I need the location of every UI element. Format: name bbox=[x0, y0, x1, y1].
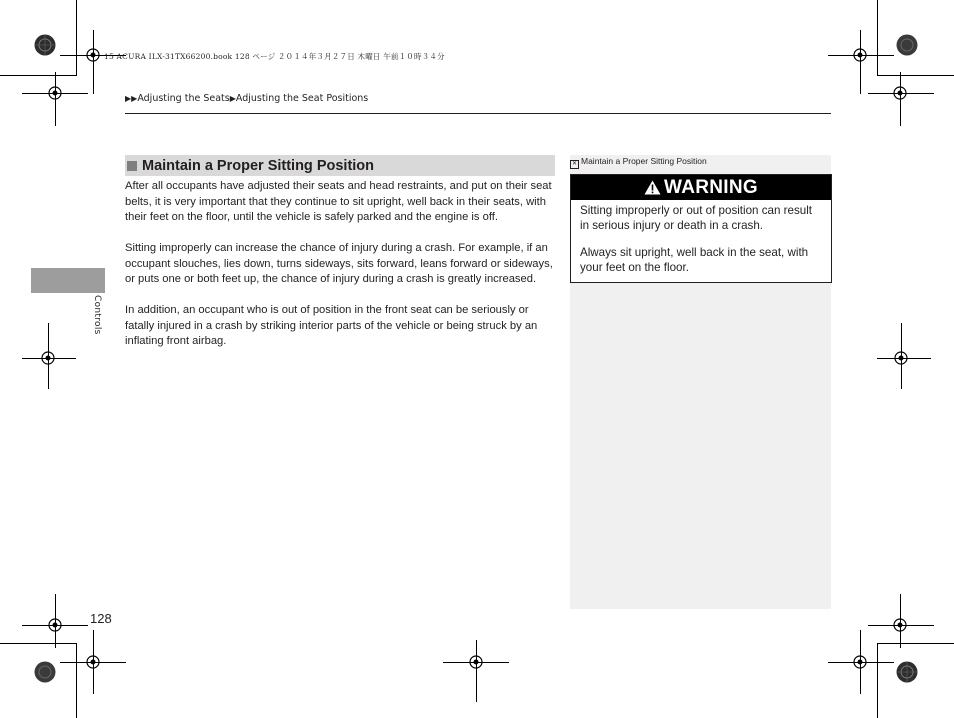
registration-mark-icon bbox=[43, 81, 67, 105]
body-paragraph: Sitting improperly can increase the chance of injury during a crash. For example, if an occupant slouches, lies down, turns sideways, sits forward, leans forward or sideways, or puts one or both feet up, the chance of injury during a crash is greatly increased. bbox=[125, 242, 553, 285]
color-target-icon bbox=[896, 661, 918, 683]
section-title: Maintain a Proper Sitting Position bbox=[142, 157, 375, 174]
color-target-icon bbox=[34, 661, 56, 683]
breadcrumb-item[interactable]: Adjusting the Seats bbox=[137, 93, 230, 104]
color-target-icon bbox=[896, 34, 918, 56]
crop-line bbox=[0, 75, 77, 76]
breadcrumb-arrow-icon: ▶ bbox=[125, 94, 132, 103]
registration-mark-icon bbox=[888, 613, 912, 637]
crop-line bbox=[877, 75, 954, 76]
warning-header bbox=[571, 175, 831, 200]
sidebar-reference[interactable] bbox=[570, 156, 707, 169]
body-paragraph: In addition, an occupant who is out of position in the front seat can be seriously or fatally injured in a crash by striking interior parts of the vehicle or being struck by an inflating front airbag. bbox=[125, 304, 538, 347]
body-paragraph: After all occupants have adjusted their seats and head restraints, and put on their seat belts, it is very important that they continue to sit upright, well back in their seats, with their feet on the floor, until the vehicle is safely parked and the engine is off. bbox=[125, 180, 552, 223]
breadcrumb-item[interactable]: Adjusting the Seat Positions bbox=[235, 93, 369, 104]
warning-box bbox=[570, 174, 832, 283]
warning-text bbox=[580, 203, 824, 287]
reference-icon: ✕ bbox=[571, 161, 578, 167]
crop-line bbox=[877, 0, 878, 75]
registration-mark-icon bbox=[81, 43, 105, 67]
registration-mark-icon bbox=[888, 81, 912, 105]
registration-mark-icon bbox=[36, 346, 60, 370]
warning-title: WARNING bbox=[664, 176, 758, 198]
warning-paragraph: Always sit upright, well back in the seat, with your feet on the floor. bbox=[580, 246, 809, 274]
chapter-tab[interactable] bbox=[31, 268, 105, 293]
registration-mark-icon bbox=[464, 650, 488, 674]
crop-line bbox=[76, 0, 77, 75]
section-body bbox=[125, 179, 555, 365]
breadcrumb-arrow-icon: ▶ bbox=[229, 94, 236, 103]
crop-line bbox=[76, 643, 77, 718]
registration-mark-icon bbox=[81, 650, 105, 674]
header-rule bbox=[125, 113, 831, 114]
sidebar-reference-label: Maintain a Proper Sitting Position bbox=[581, 156, 707, 166]
chapter-tab-label: Controls bbox=[92, 295, 102, 335]
breadcrumb-arrow-icon: ▶ bbox=[131, 94, 138, 103]
section-heading bbox=[125, 155, 555, 176]
crop-line bbox=[877, 643, 878, 718]
crop-line bbox=[0, 643, 77, 644]
page-number: 128 bbox=[90, 611, 112, 626]
breadcrumb bbox=[125, 93, 368, 104]
section-bullet-icon bbox=[127, 161, 137, 171]
print-file-header: 15 ACURA ILX-31TX66200.book 128 ページ ２０１４年３月２７日 木曜日 午前１０時３４分 bbox=[104, 52, 445, 61]
crop-line bbox=[877, 643, 954, 644]
registration-mark-icon bbox=[848, 650, 872, 674]
warning-triangle-icon bbox=[644, 180, 661, 195]
registration-mark-icon bbox=[43, 613, 67, 637]
registration-mark-icon bbox=[889, 346, 913, 370]
color-target-icon bbox=[34, 34, 56, 56]
registration-mark-icon bbox=[848, 43, 872, 67]
warning-paragraph: Sitting improperly or out of position can result in serious injury or death in a crash. bbox=[580, 204, 812, 232]
